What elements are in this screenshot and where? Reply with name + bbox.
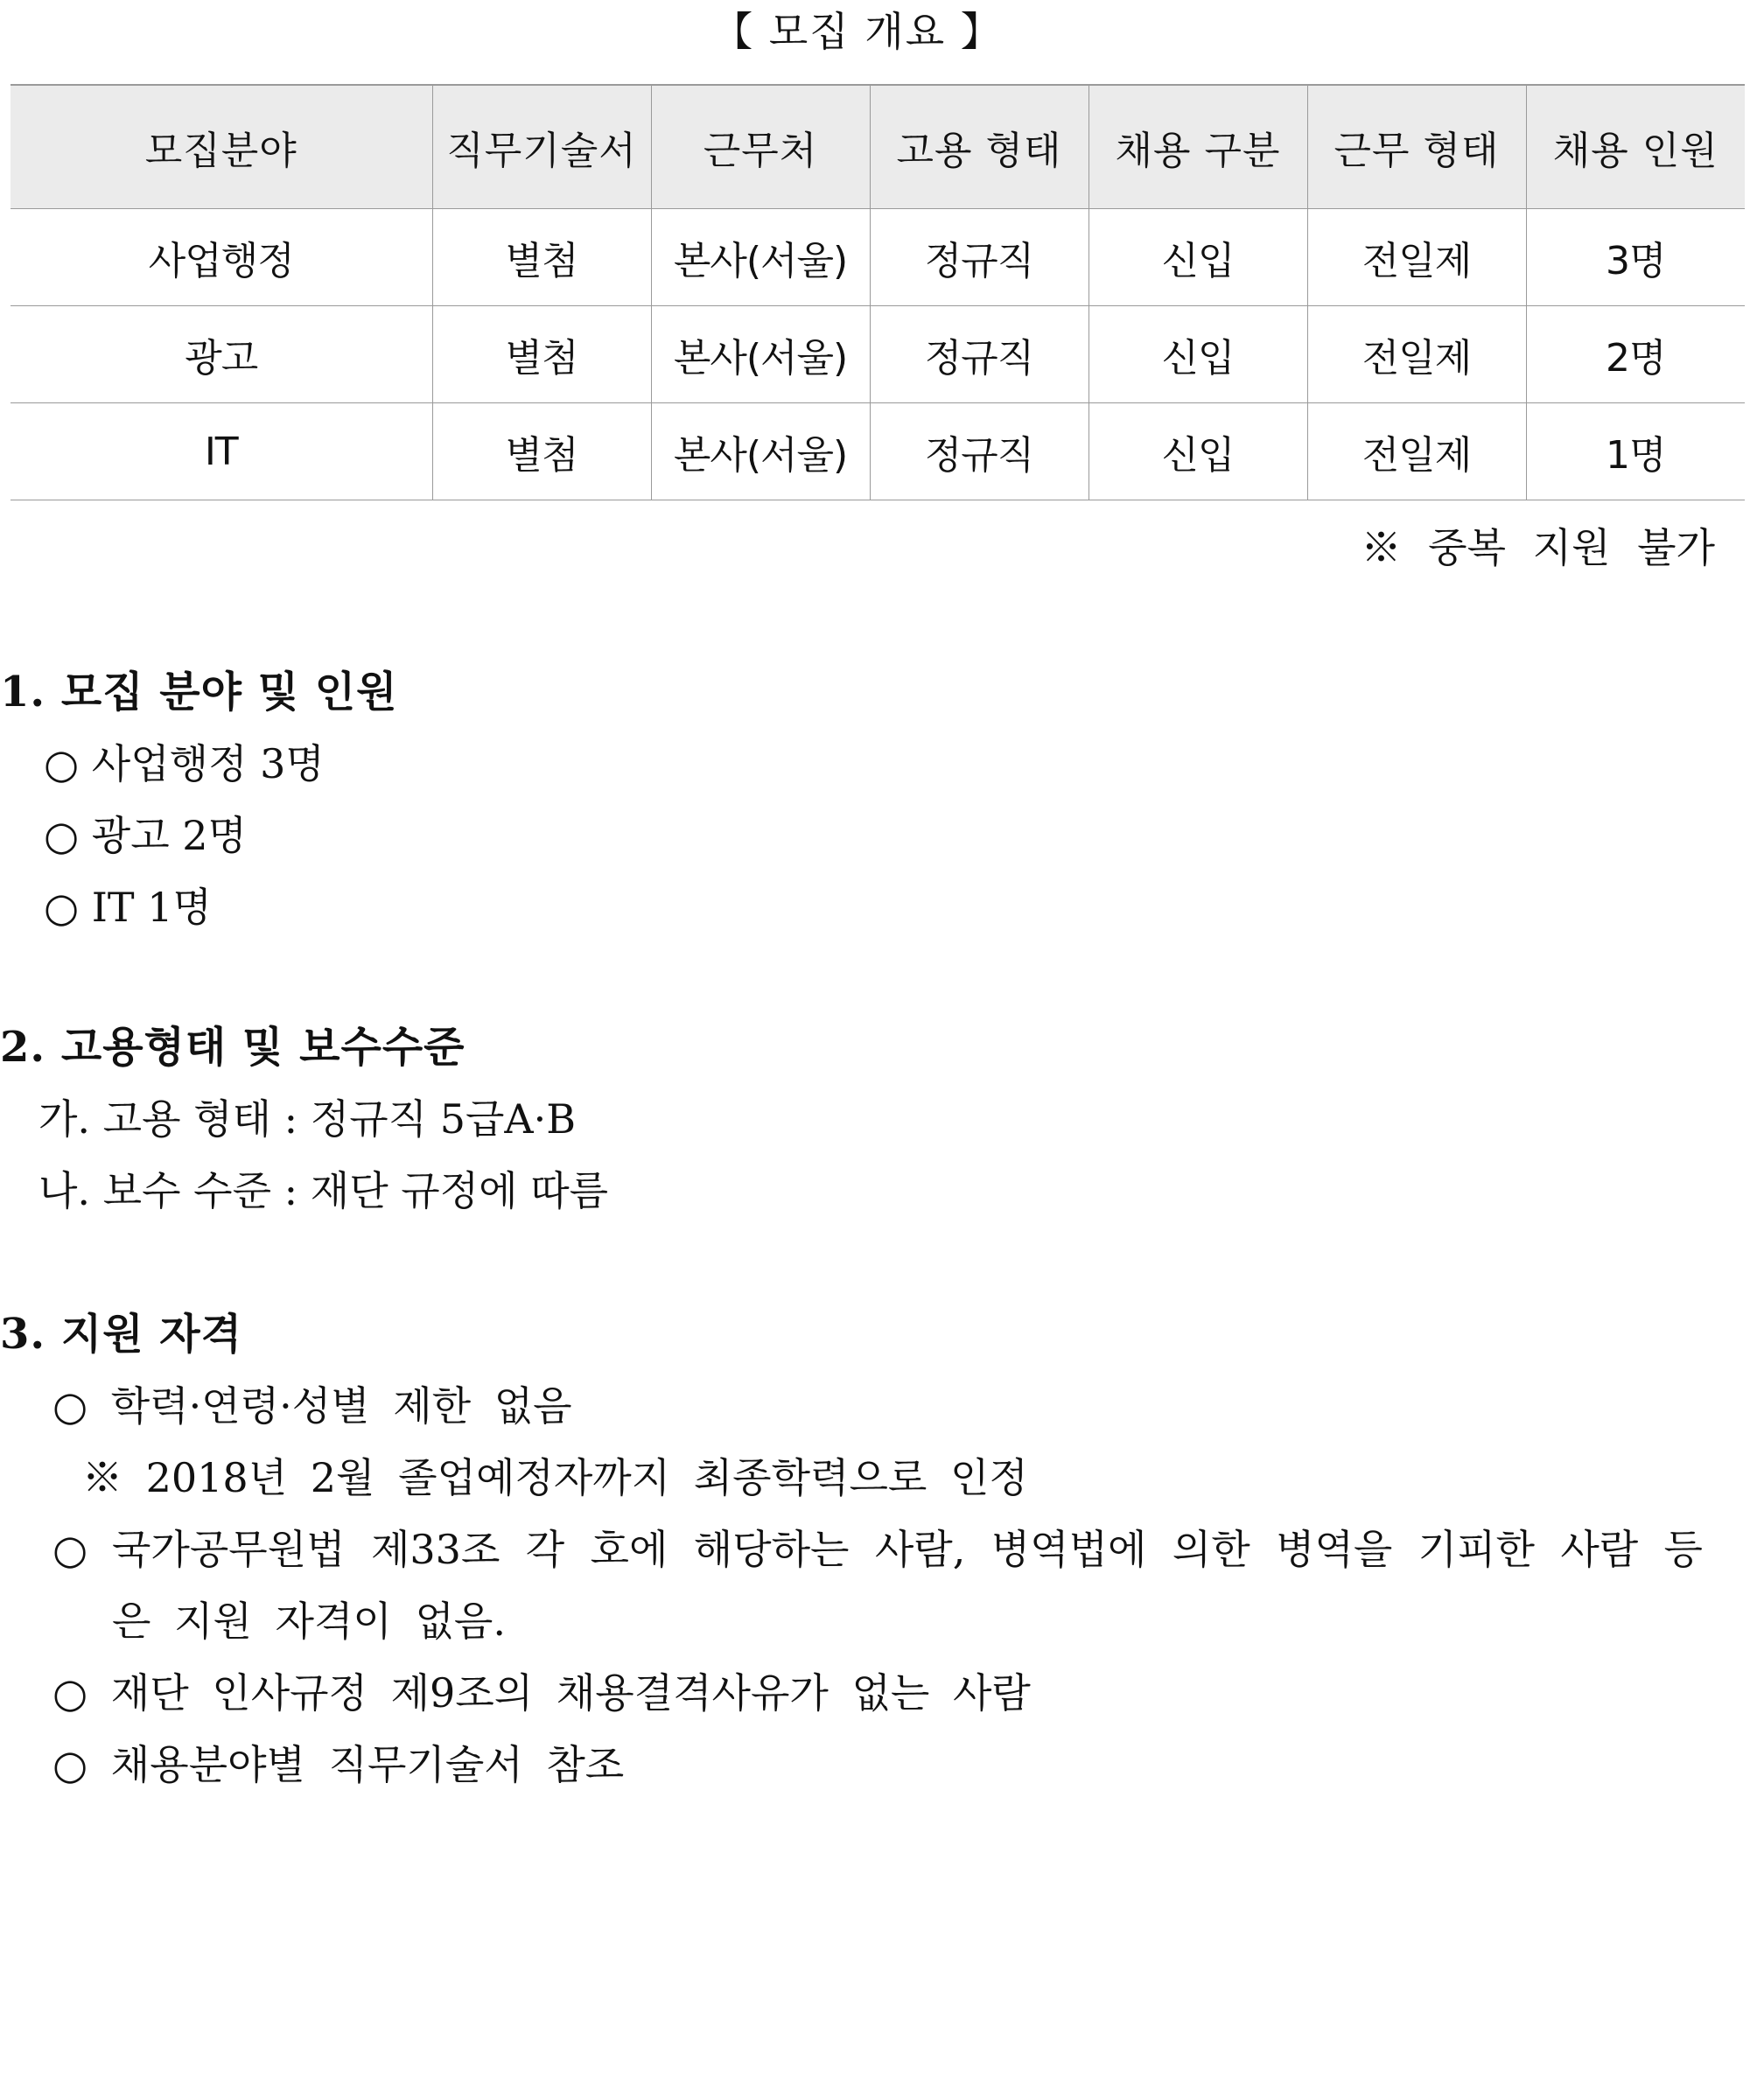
- table-header-row: [10, 85, 1745, 209]
- list-item: 가. 고용 형태 : 정규직 5급A·B: [38, 1095, 577, 1143]
- header-employment-type: 고용 형태: [870, 85, 1088, 209]
- list-item: ○ IT 1명: [44, 884, 212, 931]
- section-recruitment-fields: [0, 656, 1741, 943]
- header-workplace: 근무처: [651, 85, 870, 209]
- list-item: ○ 채용분야별 직무기술서 참조: [52, 1741, 625, 1788]
- section-title: 1. 모집 분야 및 인원: [0, 668, 398, 717]
- table-cell: 신입: [1088, 403, 1307, 500]
- recruitment-overview-table: [10, 84, 1745, 500]
- list-item: ○ 광고 2명: [44, 812, 247, 859]
- section-title: 2. 고용형태 및 보수수준: [0, 1023, 466, 1072]
- section-employment-pay: [0, 1011, 1741, 1227]
- table-cell: 정규직: [870, 209, 1088, 306]
- table-cell: 신입: [1088, 209, 1307, 306]
- header-hiring-category: 채용 구분: [1088, 85, 1307, 209]
- bullet: ○: [52, 1526, 88, 1573]
- table-cell: 전일제: [1307, 209, 1526, 306]
- header-headcount: 채용 인원: [1526, 85, 1745, 209]
- header-work-type: 근무 형태: [1307, 85, 1526, 209]
- list-item: ○ 재단 인사규정 제9조의 채용결격사유가 없는 사람: [52, 1669, 1031, 1717]
- table-cell: 본사(서울): [651, 209, 870, 306]
- table-cell: 정규직: [870, 403, 1088, 500]
- table-cell: 별첨: [432, 403, 651, 500]
- table-row: [10, 403, 1745, 500]
- table-cell: 전일제: [1307, 403, 1526, 500]
- table-cell: IT: [10, 403, 432, 500]
- header-job-description: 직무기술서: [432, 85, 651, 209]
- table-cell: 별첨: [432, 306, 651, 403]
- table-cell: 1명: [1526, 403, 1745, 500]
- table-cell: 본사(서울): [651, 306, 870, 403]
- list-item-text: 국가공무원법 제33조 각 호에 해당하는 사람, 병역법에 의한 병역을 기피한 사람 등은 지원 자격이 없음.: [112, 1526, 1703, 1645]
- table-cell: 별첨: [432, 209, 651, 306]
- section-title: 3. 지원 자격: [0, 1310, 243, 1359]
- table-cell: 정규직: [870, 306, 1088, 403]
- table-cell: 3명: [1526, 209, 1745, 306]
- table-row: [10, 306, 1745, 403]
- table-cell: 본사(서울): [651, 403, 870, 500]
- list-item: 나. 보수 수준 : 재단 규정에 따름: [38, 1167, 609, 1214]
- duplicate-application-note: ※ 중복 지원 불가: [1361, 524, 1715, 571]
- list-item: ○ 학력·연령·성별 제한 없음: [52, 1382, 572, 1430]
- table-row: [10, 209, 1745, 306]
- header-field: 모집분야: [10, 85, 432, 209]
- list-item: [0, 1514, 1741, 1657]
- page-title: 【 모집 개요 】: [712, 8, 1003, 55]
- table-cell: 사업행정: [10, 209, 432, 306]
- section-qualifications: [0, 1298, 1741, 1801]
- table-cell: 2명: [1526, 306, 1745, 403]
- table-cell: 광고: [10, 306, 432, 403]
- list-note: ※ 2018년 2월 졸업예정자까지 최종학력으로 인정: [82, 1454, 1028, 1501]
- table-cell: 전일제: [1307, 306, 1526, 403]
- table-cell: 신입: [1088, 306, 1307, 403]
- list-item: ○ 사업행정 3명: [44, 740, 325, 787]
